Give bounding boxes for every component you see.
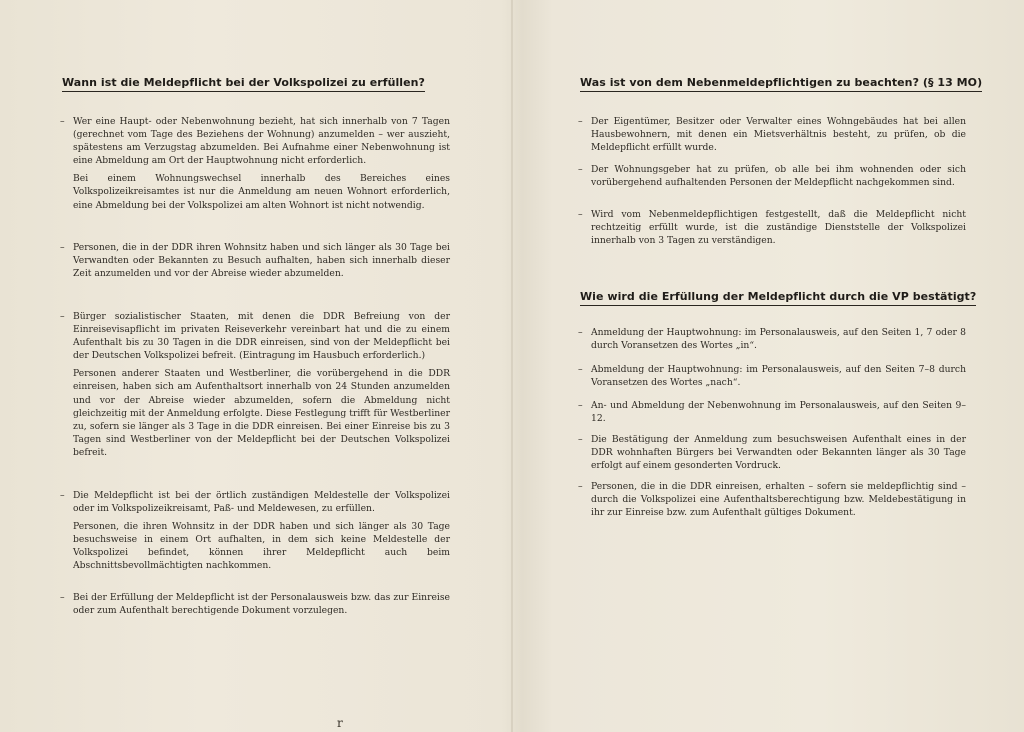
right-item-8 bbox=[578, 480, 966, 519]
paragraph: Wird vom Nebenmeldepflichtigen festgestellt, daß die Meldepflicht nicht rechtzeitig erfüllt wurde, ist die zuständige Dienststelle der Volkspolizei innerhalb von 3 Tagen zu verständigen. bbox=[591, 209, 966, 247]
bullet-dash: – bbox=[578, 164, 583, 175]
left-item-5 bbox=[60, 591, 450, 617]
bullet-dash: – bbox=[60, 592, 65, 603]
paragraph: Abmeldung der Hauptwohnung: im Personalausweis, auf den Seiten 7–8 durch Voransetzen des Wortes „nach“. bbox=[591, 364, 966, 389]
right-item-5 bbox=[578, 363, 966, 389]
bullet-dash: – bbox=[578, 209, 583, 220]
paragraph: Der Wohnungsgeber hat zu prüfen, ob alle bei ihm wohnenden oder sich vorübergehend aufhaltenden Personen der Meldepflicht nachgekommen sind. bbox=[591, 164, 966, 189]
bullet-dash: – bbox=[578, 400, 583, 411]
bullet-dash: – bbox=[578, 116, 583, 127]
bullet-dash: – bbox=[60, 242, 65, 253]
paragraph: Personen, die in die DDR einreisen, erhalten – sofern sie meldepflichtig sind – durch die Volkspolizei eine Aufenthaltsberechtigung bzw. Meldebestätigung in ihr zur Einreise bzw. zum Aufenthalt gültiges Dokument. bbox=[591, 481, 966, 519]
paragraph: Personen anderer Staaten und Westberliner, die vorübergehend in die DDR einreisen, haben sich am Aufenthaltsort innerhalb von 24 Stunden anzumelden und vor der Abreise wieder abzumelden, sofern die Abmeldung nicht gleichzeitig mit der Anmeldung erfolgte. Diese Festlegung trifft für Westberliner zu, sofern sie länger als 3 Tage in die DDR einreisen. Bei einer Einreise bis zu 3 Tagen sind Westberliner von der Meldepflicht bei der Deutschen Volkspolizei befreit. bbox=[73, 368, 450, 458]
paragraph: Der Eigentümer, Besitzer oder Verwalter eines Wohngebäudes hat bei allen Hausbewohnern, mit denen ein Mietsverhältnis besteht, zu prüfen, ob die Meldepflicht erfüllt wurde. bbox=[591, 116, 966, 154]
right-heading-bestaetigung: Wie wird die Erfüllung der Meldepflicht durch die VP bestätigt? bbox=[580, 290, 976, 306]
bullet-dash: – bbox=[578, 434, 583, 445]
paragraph: Bei einem Wohnungswechsel innerhalb des Bereiches eines Volkspolizeikreisamtes ist nur die Anmeldung am neuen Wohnort erforderlich, eine Abmeldung bei der Volkspolizei am alten Wohnort ist nicht notwendig. bbox=[73, 173, 450, 211]
right-item-3 bbox=[578, 208, 966, 247]
right-item-2 bbox=[578, 163, 966, 189]
paragraph: Personen, die ihren Wohnsitz in der DDR haben und sich länger als 30 Tage besuchsweise in einem Ort aufhalten, in dem sich keine Meldestelle der Volkspolizei befindet, können ihrer Meldepflicht auch beim Abschnittsbevollmächtigten nachkommen. bbox=[73, 521, 450, 572]
paragraph: Wer eine Haupt- oder Nebenwohnung bezieht, hat sich innerhalb von 7 Tagen (gerechnet vom Tage des Beziehens der Wohnung) anzumelden – wer auszieht, spätestens am Verzugstag abzumelden. Bei Aufnahme einer Nebenwohnung ist eine Abmeldung am Ort der Hauptwohnung nicht erforderlich. bbox=[73, 116, 450, 167]
left-heading: Wann ist die Meldepflicht bei der Volkspolizei zu erfüllen? bbox=[62, 76, 425, 92]
bullet-dash: – bbox=[578, 364, 583, 375]
paragraph: Personen, die in der DDR ihren Wohnsitz haben und sich länger als 30 Tage bei Verwandten oder Bekannten zu Besuch aufhalten, haben sich innerhalb dieser Zeit anzumelden und vor der Abreise wieder abzumelden. bbox=[73, 242, 450, 280]
paragraph: An- und Abmeldung der Nebenwohnung im Personalausweis, auf den Seiten 9–12. bbox=[591, 400, 966, 425]
stray-mark: r bbox=[337, 716, 343, 730]
right-heading-nebenmeldepflichtige: Was ist von dem Nebenmeldepflichtigen zu beachten? (§ 13 MO) bbox=[580, 76, 982, 92]
left-item-1 bbox=[60, 115, 450, 212]
paragraph: Bei der Erfüllung der Meldepflicht ist der Personalausweis bzw. das zur Einreise oder zum Aufenthalt berechtigende Dokument vorzulegen. bbox=[73, 592, 450, 617]
paragraph: Die Bestätigung der Anmeldung zum besuchsweisen Aufenthalt eines in der DDR wohnhaften Bürgers bei Verwandten oder Bekannten länger als 30 Tage erfolgt auf einem gesonderten Vordruck. bbox=[591, 434, 966, 472]
bullet-dash: – bbox=[578, 481, 583, 492]
paragraph: Die Meldepflicht ist bei der örtlich zuständigen Meldestelle der Volkspolizei oder im Volkspolizeikreisamt, Paß- und Meldewesen, zu erfüllen. bbox=[73, 490, 450, 515]
bullet-dash: – bbox=[60, 116, 65, 127]
paragraph: Bürger sozialistischer Staaten, mit denen die DDR Befreiung von der Einreisevisapflicht im privaten Reiseverkehr vereinbart hat und die zu einem Aufenthalt bis zu 30 Tagen in die DDR einreisen, sind von der Meldepflicht bei der Deutschen Volkspolizei befreit. (Eintragung im Hausbuch erforderlich.) bbox=[73, 311, 450, 362]
right-item-1 bbox=[578, 115, 966, 154]
right-item-7 bbox=[578, 433, 966, 472]
bullet-dash: – bbox=[578, 327, 583, 338]
right-item-4 bbox=[578, 326, 966, 352]
paragraph: Anmeldung der Hauptwohnung: im Personalausweis, auf den Seiten 1, 7 oder 8 durch Voransetzen des Wortes „in“. bbox=[591, 327, 966, 352]
right-item-6 bbox=[578, 399, 966, 425]
left-item-2 bbox=[60, 241, 450, 280]
page-fold bbox=[511, 0, 513, 732]
bullet-dash: – bbox=[60, 490, 65, 501]
bullet-dash: – bbox=[60, 311, 65, 322]
left-item-4 bbox=[60, 489, 450, 573]
left-item-3 bbox=[60, 310, 450, 459]
